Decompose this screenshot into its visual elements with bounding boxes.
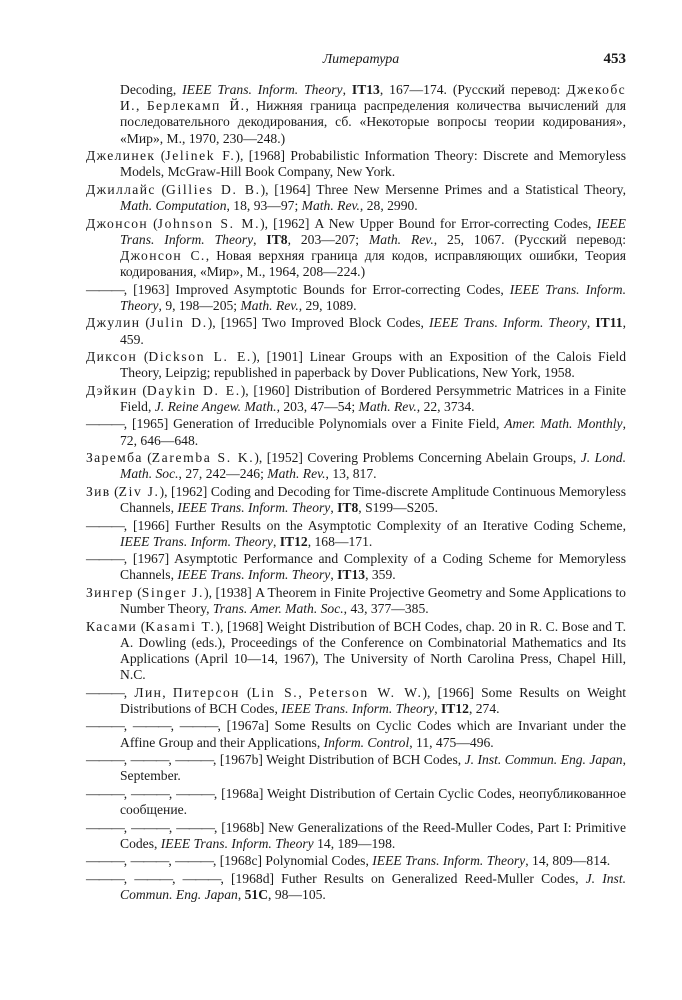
reference-entry: Зив (Ziv J.), [1962] Coding and Decoding for Time-discrete Amplitude Continuous Memoryless Channels, IEEE Trans. Inform. Theory, IT8, S199—S205. <box>86 483 626 516</box>
reference-entry: Диксон (Dickson L. E.), [1901] Linear Groups with an Exposition of the Calois Field Theory, Leipzig; republished in paperback by Dover Publications, New York, 1958. <box>86 349 627 381</box>
reference-entry: Касами (Kasami T.), [1968] Weight Distribution of BCH Codes, chap. 20 in R. C. Bose and T. A. Dowling (eds.), Proceedings of the Conference on Combinatorial Mathematics and Its Applications (April 10—14, 1967), The University of North Carolina Press, Chapel Hill, N.C. <box>86 618 626 683</box>
reference-entry: ———, ———, ———, [1968d] Futher Results on Generalized Reed-Muller Codes, J. Inst. Commun. Eng. Japan, 51C, 98—105. <box>86 870 627 902</box>
reference-entry: ———, [1967] Asymptotic Performance and Complexity of a Coding Scheme for Memoryless Channels, IEEE Trans. Inform. Theory, IT13, 359. <box>86 551 626 583</box>
running-title: Литература <box>322 52 400 67</box>
reference-entry: Decoding, IEEE Trans. Inform. Theory, IT13, 167—174. (Русский перевод: Джекобс И., Берлекамп Й., Нижняя граница распределения количества вычислений для последовательного декодирования, сб. «Некоторые вопросы теории кодирования», «Мир», М., 1970, 230—248.) <box>120 82 627 146</box>
page-header <box>96 50 626 70</box>
reference-entry: Дэйкин (Daykin D. E.), [1960] Distribution of Bordered Persymmetric Matrices in a Finite Field, J. Reine Angew. Math., 203, 47—54; Math. Rev., 22, 3734. <box>86 382 626 414</box>
reference-entry: ———, [1966] Further Results on the Asymptotic Complexity of an Iterative Coding Scheme, IEEE Trans. Inform. Theory, IT12, 168—171. <box>86 517 626 549</box>
reference-entry: ———, ———, ———, [1968a] Weight Distribution of Certain Cyclic Codes, неопубликованное сообщение. <box>86 785 627 818</box>
reference-entry: Джулин (Julin D.), [1965] Two Improved Block Codes, IEEE Trans. Inform. Theory, IT11, 459. <box>86 315 626 347</box>
reference-entry: ———, [1965] Generation of Irreducible Polynomials over a Finite Field, Amer. Math. Monthly, 72, 646—648. <box>86 416 626 448</box>
reference-list <box>86 82 626 904</box>
reference-entry: ———, ———, ———, [1967a] Some Results on Cyclic Codes which are Invariant under the Affine Group and their Applications, Inform. Control, 11, 475—496. <box>86 718 627 750</box>
reference-entry: Заремба (Zaremba S. K.), [1952] Covering Problems Concerning Abelain Groups, J. Lond. Math. Soc., 27, 242—246; Math. Rev., 13, 817. <box>86 450 626 482</box>
reference-entry: ———, ———, ———, [1968c] Polynomial Codes, IEEE Trans. Inform. Theory, 14, 809—814. <box>86 853 611 869</box>
reference-entry: Джонсон (Johnson S. M.), [1962] A New Upper Bound for Error-correcting Codes, IEEE Trans. Inform. Theory, IT8, 203—207; Math. Rev., 25, 1067. (Русский перевод: Джонсон С., Новая верхняя граница для кодов, исправляющих ошибки, Теория кодирования, «Мир», М., 1964, 208—224.) <box>86 215 627 280</box>
reference-entry: Зингер (Singer J.), [1938] A Theorem in Finite Projective Geometry and Some Applications to Number Theory, Trans. Amer. Math. Soc., 43, 377—385. <box>86 584 626 617</box>
reference-entry: Джиллайс (Gillies D. B.), [1964] Three New Mersenne Primes and a Statistical Theory, Math. Computation, 18, 93—97; Math. Rev., 28, 2990. <box>86 181 626 214</box>
reference-entry: ———, ———, ———, [1968b] New Generalizations of the Reed-Muller Codes, Part I: Primitive Codes, IEEE Trans. Inform. Theory 14, 189—198. <box>86 819 627 851</box>
page-number: 453 <box>603 51 626 67</box>
reference-entry: ———, ———, ———, [1967b] Weight Distribution of BCH Codes, J. Inst. Commun. Eng. Japan, September. <box>86 752 627 784</box>
reference-entry: ———, [1963] Improved Asymptotic Bounds for Error-correcting Codes, IEEE Trans. Inform. Theory, 9, 198—205; Math. Rev., 29, 1089. <box>86 281 626 313</box>
reference-entry: ———, Лин, Питерсон (Lin S., Peterson W. W.), [1966] Some Results on Weight Distributions of BCH Codes, IEEE Trans. Inform. Theory, IT12, 274. <box>86 684 627 716</box>
reference-entry: Джелинек (Jelinek F.), [1968] Probabilistic Information Theory: Discrete and Memoryless Models, McGraw-Hill Book Company, New York. <box>86 148 626 180</box>
